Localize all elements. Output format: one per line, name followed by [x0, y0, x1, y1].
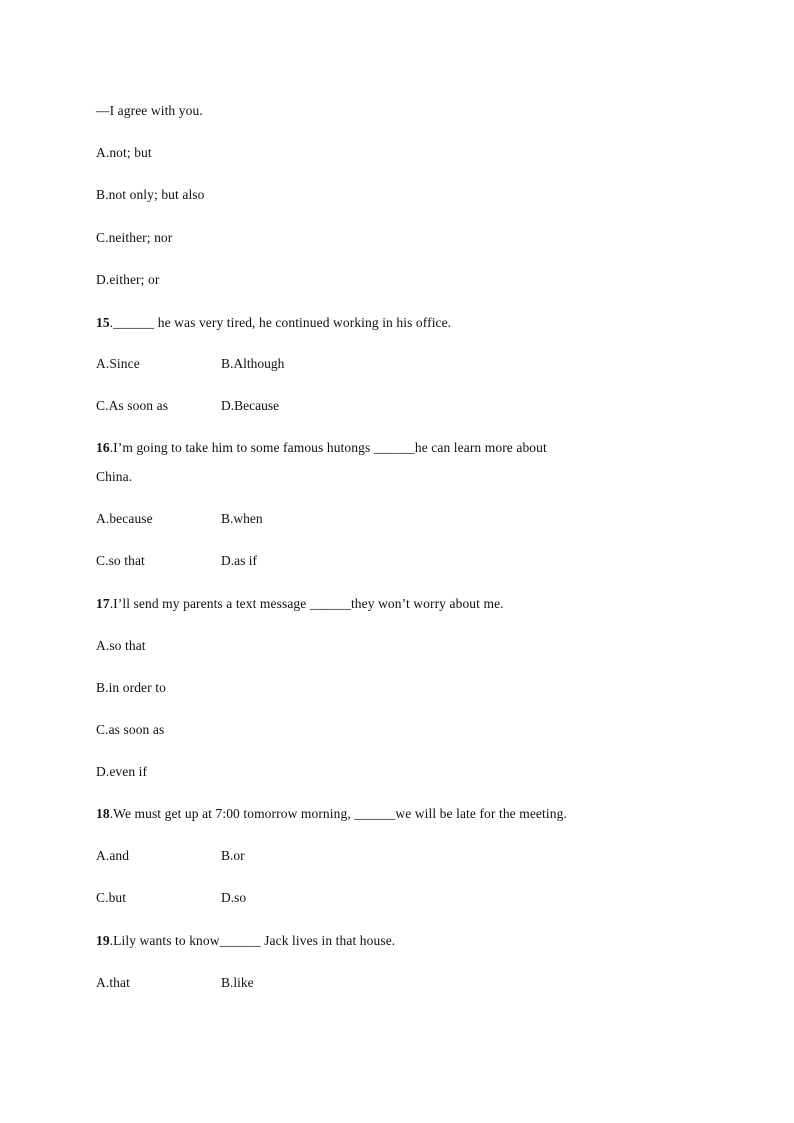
question-text: .I’ll send my parents a text message ______they won’t worry about me. — [109, 596, 504, 611]
q18-stem — [96, 805, 567, 823]
question-number: 19 — [96, 933, 110, 948]
q16-option-a: A.because — [96, 511, 153, 526]
question-number: 15 — [96, 315, 110, 330]
question-text: .We must get up at 7:00 tomorrow morning, ______we will be late for the meeting. — [109, 806, 567, 821]
q17-option-b: B.in order to — [96, 680, 166, 695]
q15-option-d: D.Because — [221, 398, 280, 413]
q15-option-a: A.Since — [96, 356, 140, 371]
question-text: .I’m going to take him to some famous hutongs ______he can learn more about — [109, 440, 547, 455]
question-number: 18 — [96, 806, 110, 821]
q14-option-d: D.either; or — [96, 272, 160, 287]
q15-stem — [96, 314, 451, 332]
question-text: .______ he was very tired, he continued working in his office. — [109, 315, 452, 330]
q18-option-a: A.and — [96, 848, 130, 863]
q17-option-d: D.even if — [96, 764, 148, 779]
q18-option-c: C.but — [96, 890, 127, 905]
q14-option-b: B.not only; but also — [96, 187, 205, 202]
q16-stem — [96, 439, 547, 457]
q19-option-b: B.like — [221, 975, 254, 990]
q15-option-b: B.Although — [221, 356, 285, 371]
q16-option-b: B.when — [221, 511, 263, 526]
question-number: 17 — [96, 596, 110, 611]
q17-option-c: C.as soon as — [96, 722, 165, 737]
q18-option-b: B.or — [221, 848, 245, 863]
q14-option-a: A.not; but — [96, 145, 152, 160]
q15-option-c: C.As soon as — [96, 398, 169, 413]
question-number: 16 — [96, 440, 110, 455]
q14-option-c: C.neither; nor — [96, 230, 173, 245]
question-text: .Lily wants to know______ Jack lives in that house. — [109, 933, 396, 948]
q19-stem — [96, 932, 395, 950]
q16-stem-continued: China. — [96, 469, 133, 484]
q14-reply: —I agree with you. — [96, 103, 203, 118]
q19-option-a: A.that — [96, 975, 130, 990]
q16-option-d: D.as if — [221, 553, 257, 568]
q17-option-a: A.so that — [96, 638, 146, 653]
q18-option-d: D.so — [221, 890, 247, 905]
q17-stem — [96, 595, 504, 613]
q16-option-c: C.so that — [96, 553, 145, 568]
